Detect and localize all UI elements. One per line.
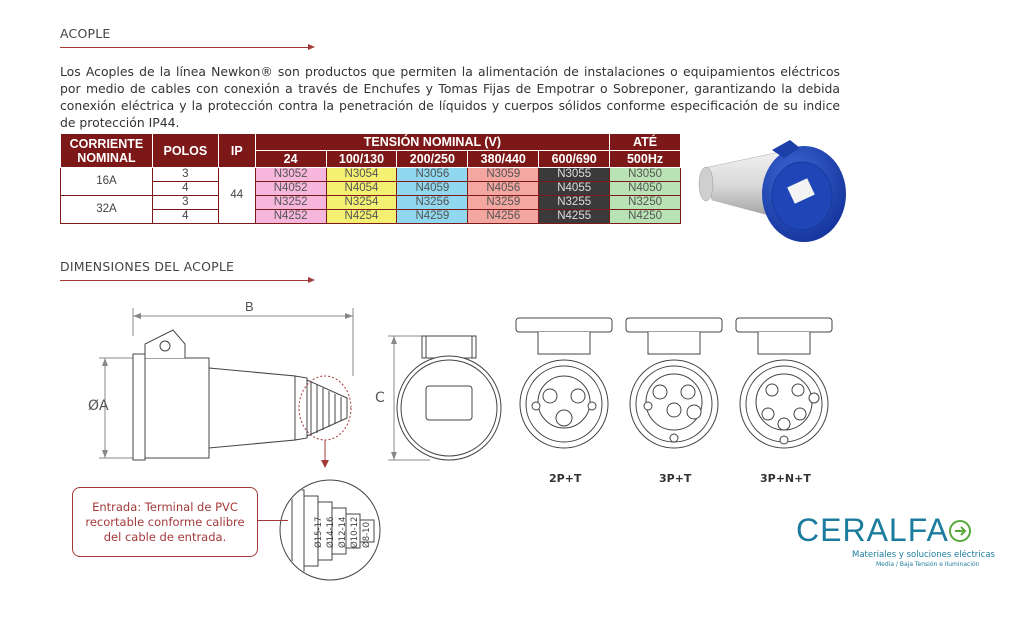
- code-cell: N4255: [539, 210, 610, 224]
- header-tension: TENSIÓN NOMINAL (V): [255, 134, 609, 151]
- code-cell: N3256: [397, 196, 468, 210]
- header-ate-500hz: 500Hz: [610, 151, 681, 168]
- header-ate: ATÉ: [610, 134, 681, 151]
- code-cell: N3054: [326, 168, 397, 182]
- cone-label: Ø8-10: [362, 522, 372, 548]
- coupler-front-drawing: [380, 328, 510, 468]
- code-cell: N3250: [610, 196, 681, 210]
- code-cell: N4054: [326, 182, 397, 196]
- code-cell: N4052: [255, 182, 326, 196]
- code-cell: N3255: [539, 196, 610, 210]
- code-cell: N4059: [397, 182, 468, 196]
- code-cell: N4259: [397, 210, 468, 224]
- cone-label: Ø15-17: [314, 516, 324, 548]
- dim-b-label: B: [245, 299, 254, 314]
- callout-leader: [258, 520, 288, 521]
- underline-arrow: [308, 277, 315, 283]
- pin-layout-drawing: [510, 314, 840, 464]
- code-cell: N3050: [610, 168, 681, 182]
- cone-label: Ø10-12: [350, 516, 360, 548]
- ceralfa-logo-text: CERALFA: [796, 512, 949, 548]
- pin-label-2pt: 2P+T: [549, 472, 582, 485]
- code-cell: N3259: [468, 196, 539, 210]
- code-cell: N3052: [255, 168, 326, 182]
- intro-paragraph: Los Acoples de la línea Newkon® son productos que permiten la alimentación de instalaciones o equipamientos eléctricos por medio de cables con conexión a través de Enchufes y Tomas Fijas de Empotrar o Sobreponer, garantizando la debida conexión eléctrica y la protección contra la penetración de líquidos y cuerpos sólidos conforme especificación de su indice de protección IP44.: [60, 64, 840, 130]
- code-cell: N3254: [326, 196, 397, 210]
- polos-cell: 4: [152, 182, 218, 196]
- logo-tagline: Materiales y soluciones eléctricas: [852, 550, 995, 560]
- code-cell: N3059: [468, 168, 539, 182]
- table-row: [61, 182, 681, 196]
- code-cell: N3055: [539, 168, 610, 182]
- header-corriente: CORRIENTE NOMINAL: [61, 134, 153, 168]
- coupler-photo: [694, 130, 854, 252]
- pin-label-3pt: 3P+T: [659, 472, 692, 485]
- entrada-callout: Entrada: Terminal de PVC recortable conforme calibre del cable de entrada.: [72, 487, 258, 557]
- polos-cell: 3: [152, 196, 218, 210]
- cone-label: Ø12-14: [338, 516, 348, 548]
- current-32a: 32A: [61, 196, 153, 224]
- code-cell: N4055: [539, 182, 610, 196]
- code-cell: N4254: [326, 210, 397, 224]
- cone-label: Ø14-16: [326, 516, 336, 548]
- header-voltage-24: 24: [255, 151, 326, 168]
- ceralfa-logo-icon: [948, 519, 972, 543]
- header-polos: POLOS: [152, 134, 218, 168]
- code-cell: N3056: [397, 168, 468, 182]
- table-row: [61, 168, 681, 182]
- table-row: [61, 196, 681, 210]
- code-cell: N4252: [255, 210, 326, 224]
- coupler-side-drawing: [85, 296, 385, 476]
- underline-arrow: [308, 44, 315, 50]
- code-cell: N4056: [468, 182, 539, 196]
- cone-labels: [314, 508, 384, 568]
- spec-table: [60, 133, 681, 224]
- pin-label-3pnt: 3P+N+T: [760, 472, 811, 485]
- code-cell: N3252: [255, 196, 326, 210]
- dim-a-label: ØA: [88, 398, 109, 414]
- dim-c-label: C: [375, 390, 385, 406]
- code-cell: N4050: [610, 182, 681, 196]
- section-title-acople: ACOPLE: [60, 26, 111, 41]
- header-voltage-600-690: 600/690: [539, 151, 610, 168]
- current-16a: 16A: [61, 168, 153, 196]
- header-voltage-100-130: 100/130: [326, 151, 397, 168]
- polos-cell: 3: [152, 168, 218, 182]
- polos-cell: 4: [152, 210, 218, 224]
- logo-tagline-2: Media / Baja Tensión e Iluminación: [876, 561, 980, 568]
- header-voltage-200-250: 200/250: [397, 151, 468, 168]
- title-underline: [60, 47, 310, 48]
- title-underline: [60, 280, 310, 281]
- section-title-dimensiones: DIMENSIONES DEL ACOPLE: [60, 259, 235, 274]
- header-ip: IP: [218, 134, 255, 168]
- code-cell: N4256: [468, 210, 539, 224]
- ip-value: 44: [218, 168, 255, 224]
- header-voltage-380-440: 380/440: [468, 151, 539, 168]
- code-cell: N4250: [610, 210, 681, 224]
- table-row: [61, 210, 681, 224]
